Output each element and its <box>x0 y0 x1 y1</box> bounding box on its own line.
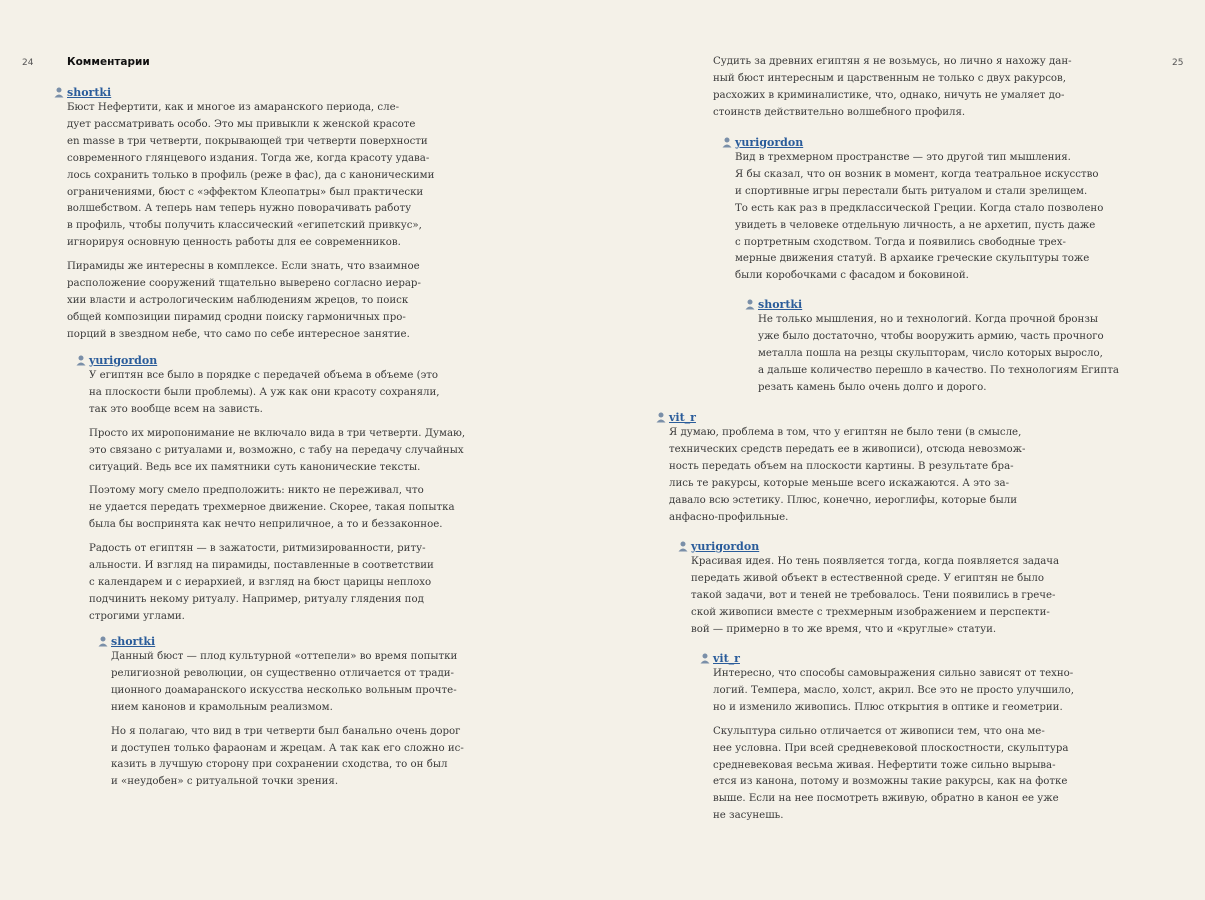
user-icon <box>656 412 666 423</box>
comment-yurigordon-1 <box>76 352 476 633</box>
comment-body <box>722 150 1122 285</box>
comment-continuation <box>700 54 1100 129</box>
comment-author[interactable] <box>700 650 1100 666</box>
comment-paragraph: Я думаю, проблема в том, что у египтян не было тени (в смысле, технических средств передать ее в живописи), отсюда невозмож- ность передать объем на плоскости картины. В результате бра- лись те ракурсы, которые меньше всего искажаются. А это за- давало всю эстетику. Плюс, конечно, иероглифы, которые были анфасно-профильные. <box>669 427 1026 523</box>
author-name[interactable]: vit_r <box>669 410 696 424</box>
user-icon <box>745 299 755 310</box>
comment-paragraph: У египтян все было в порядке с передачей объема в объеме (это на плоскости были проблемы). А уж как они красоту сохраняли, так это вообще всем на зависть. <box>89 370 440 415</box>
comment-author[interactable] <box>76 352 476 368</box>
user-icon <box>678 541 688 552</box>
comment-paragraph: Но я полагаю, что вид в три четверти был банально очень дорог и доступен только фараонам и жрецам. А так как его сложно ис- казить в лучшую сторону при сохранении сходства, то он был и «неудобен» с ритуальной точки зрения. <box>111 725 464 788</box>
author-name[interactable]: vit_r <box>713 651 740 665</box>
author-name[interactable]: shortki <box>758 297 803 311</box>
comment-author[interactable] <box>678 538 1078 554</box>
comment-paragraph: Просто их миропонимание не включало вида в три четверти. Думаю, это связано с ритуалами и, возможно, с табу на передачу случайных ситуаций. Ведь все их памятники суть канонические тексты. <box>89 427 466 473</box>
user-icon <box>54 87 64 98</box>
comment-yurigordon-3 <box>678 538 1078 646</box>
user-icon <box>98 636 108 647</box>
comment-shortki-3 <box>745 296 1145 404</box>
comment-paragraph: Данный бюст — плод культурной «оттепели» во время попытки религиозной революции, он существенно отличается от тради- ционного доамаранского искусства несколько вольным прочте- нием канонов и крамольным реализмом. <box>111 651 458 713</box>
comment-body <box>54 100 454 344</box>
comment-paragraph: Бюст Нефертити, как и многое из амаранского периода, сле- дует рассматривать особо. Это мы привыкли к женской красоте en masse в три четверти, покрывающей три четверти поверхности современного глянцевого издания. Тогда же, когда красоту удава- лось сохранить только в профиль (реже в фас), да с каноническими ограничениями, бюст с «эффектом Клеопатры» был практически волшебством. А теперь нам теперь нужно поворачивать работу в профиль, чтобы получить классический «египетский привкус», игнорируя основную ценность работы для ее современников. <box>67 102 435 249</box>
author-name[interactable]: yurigordon <box>691 539 760 553</box>
comment-body <box>700 666 1100 825</box>
comment-author[interactable] <box>745 296 1145 312</box>
comment-yurigordon-2 <box>722 134 1122 292</box>
page-number-left: 24 <box>22 58 34 68</box>
comment-body <box>98 649 498 791</box>
author-name[interactable]: yurigordon <box>735 135 804 149</box>
comment-body <box>678 554 1078 639</box>
section-title: Комментарии <box>67 56 150 68</box>
comment-body <box>700 54 1100 122</box>
comment-paragraph: Скульптура сильно отличается от живописи тем, что она ме- нее условна. При всей средневековой плоскостности, скульптура средневековая весьма живая. Нефертити тоже сильно вырыва- ется из канона, потому и возможны такие ракурсы, как на фотке выше. Если на нее посмотреть вживую, обратно в канон ее уже не засунешь. <box>713 725 1069 822</box>
comment-author[interactable] <box>98 633 498 649</box>
comment-paragraph: Поэтому могу смело предположить: никто не переживал, что не удается передать трехмерное движение. Скорее, такая попытка была бы воспринята как нечто неприличное, а то и беззаконное. <box>89 485 455 531</box>
user-icon <box>722 137 732 148</box>
comment-paragraph: Вид в трехмерном пространстве — это другой тип мышления. Я бы сказал, что он возник в момент, когда театральное искусство и спортивные игры перестали быть ритуалом и стали зрелищем. То есть как раз в предклассической Греции. Когда стало позволено увидеть в человеке отдельную личность, а не архетип, пусть даже с портретным сходством. Тогда и появились свободные трех- мерные движения статуй. В архаике греческие скульптуры тоже были коробочками с фасадом и боковиной. <box>735 152 1104 282</box>
comment-paragraph: Радость от египтян — в зажатости, ритмизированности, риту- альности. И взгляд на пирамиды, поставленные в соответствии с календарем и с иерархией, и взгляд на бюст царицы неплохо подчинить некому ритуалу. Например, ритуалу глядения под строгими углами. <box>89 543 434 622</box>
comment-shortki-2 <box>98 633 498 798</box>
comment-author[interactable] <box>656 409 1056 425</box>
comment-body <box>76 368 476 626</box>
comment-paragraph: Пирамиды же интересны в комплексе. Если знать, что взаимное расположение сооружений тщательно выверено согласно иерар- хии власти и астрологическим наблюдениям жрецов, то поиск общей композиции пирамид сродни поиску гармоничных про- порций в звездном небе, что само по себе интересное занятие. <box>67 261 421 340</box>
comment-vit-r-1 <box>656 409 1056 533</box>
comment-paragraph: Не только мышления, но и технологий. Когда прочной бронзы уже было достаточно, чтобы вооружить армию, часть прочного металла пошла на резцы скульпторам, число которых выросло, а дальше количество перешло в качество. По технологиям Египта резать камень было очень долго и дорого. <box>758 314 1119 393</box>
author-name[interactable]: shortki <box>111 634 156 648</box>
comment-body <box>745 312 1145 397</box>
user-icon <box>700 653 710 664</box>
comment-paragraph: Судить за древних египтян я не возьмусь, но лично я нахожу дан- ный бюст интересным и царственным не только с двух ракурсов, расхожих в криминалистике, что, однако, ничуть не умаляет до- стоинств действительно волшебного профиля. <box>713 56 1072 118</box>
author-name[interactable]: shortki <box>67 85 112 99</box>
comment-body <box>656 425 1056 526</box>
comment-paragraph: Интересно, что способы самовыражения сильно зависят от техно- логий. Темпера, масло, холст, акрил. Все это не просто улучшило, но и изменило живопись. Плюс открытия в оптике и геометрии. <box>713 668 1074 713</box>
comment-paragraph: Красивая идея. Но тень появляется тогда, когда появляется задача передать живой объект в естественной среде. У египтян не было такой задачи, вот и теней не требовалось. Тени появились в грече- ской живописи вместе с трехмерным изображением и перспекти- вой — примерно в то же время, что и «круглые» статуи. <box>691 556 1060 635</box>
comment-vit-r-2 <box>700 650 1100 832</box>
comment-author[interactable] <box>722 134 1122 150</box>
page-number-right: 25 <box>1172 58 1184 68</box>
comment-author[interactable] <box>54 84 454 100</box>
comment-shortki-1 <box>54 84 454 351</box>
user-icon <box>76 355 86 366</box>
author-name[interactable]: yurigordon <box>89 353 158 367</box>
